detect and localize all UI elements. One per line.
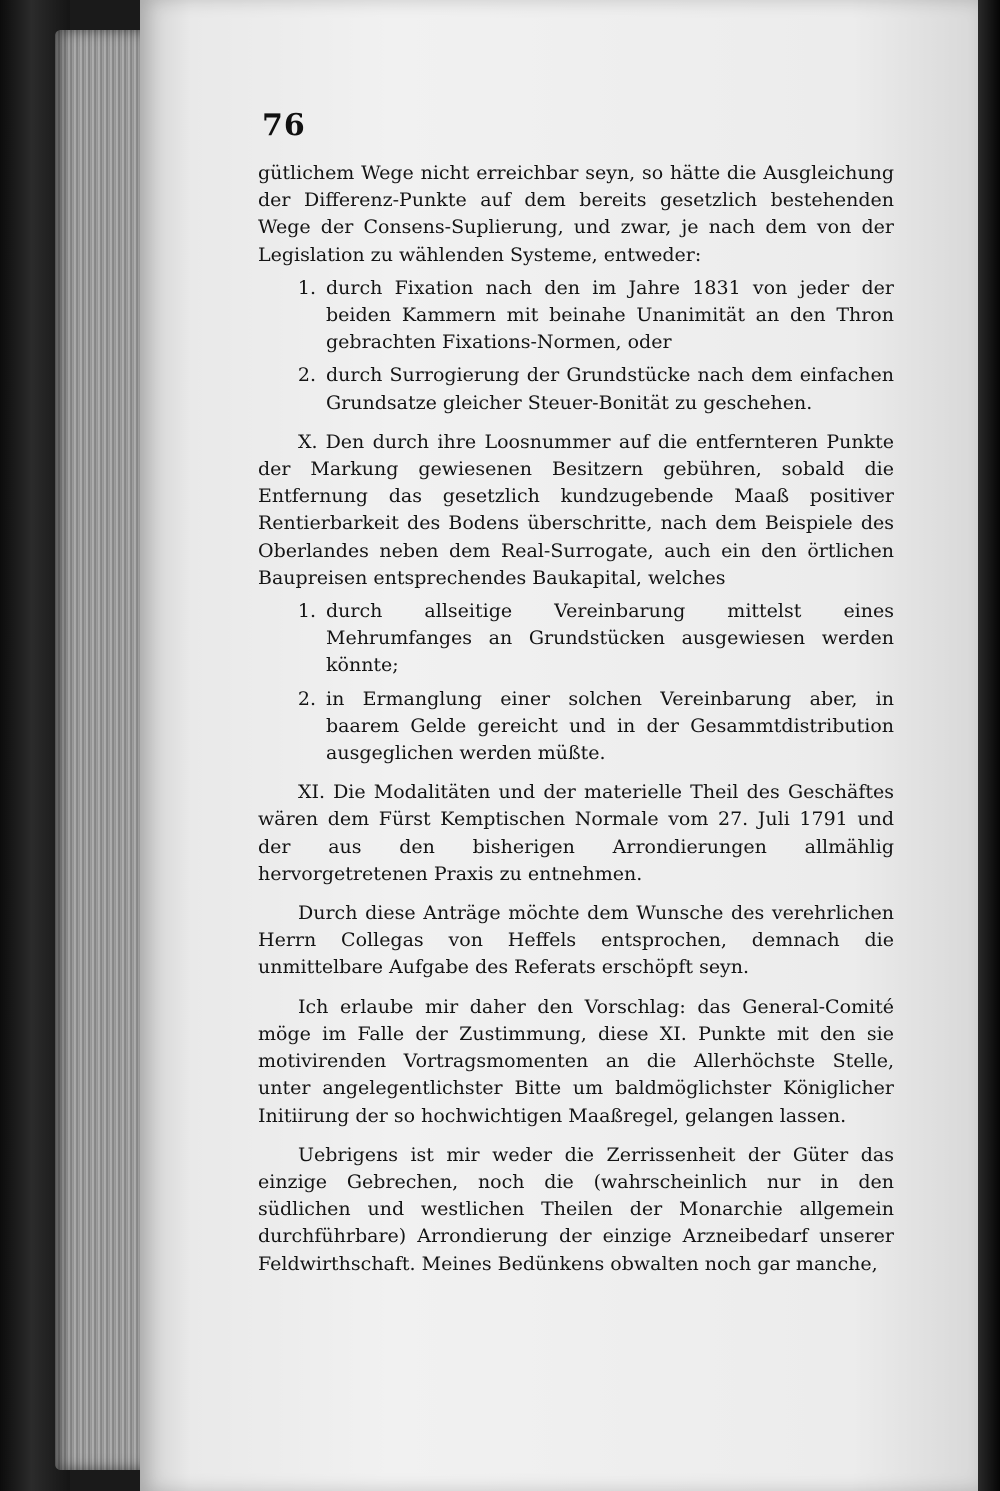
body-paragraph: Uebrigens ist mir weder die Zerrissenheit der Güter das einzige Gebrechen, noch die (wahrscheinlich nur in den südlichen und westlichen Theilen der Monarchie allgemein durchführbare) Arrondierung der einzige Arzneibedarf unserer Feldwirthschaft. Meines Bedünkens obwalten noch gar manche, [258,1143,894,1275]
list-number: 2. [297,687,316,710]
page-number: 76 [262,108,306,143]
list-number: 2. [297,364,316,387]
list-item [258,686,894,768]
list-text: durch Surrogierung der Grundstücke nach dem einfachen Grundsatze gleicher Steuer-Bonität zu geschehen. [326,364,894,414]
section-xi-text: Die Modalitäten und der materielle Theil des Geschäftes wären dem Fürst Kemptischen Normale vom 27. Juli 1791 und der aus den bisherigen Arrondierungen allmählig hervorgetretenen Praxis zu entnehmen. [258,781,894,885]
list-item [258,275,894,357]
list-item [258,598,894,680]
list-number: 1. [297,600,316,623]
body-paragraph: Ich erlaube mir daher den Vorschlag: das General-Comité möge im Falle der Zustimmung, diese XI. Punkte mit den sie motivirenden Vortragsmomenten an die Allerhöchste Stelle, unter angelegentlichster Bitte um baldmöglichster Königlicher Initiirung der so hochwichtigen Maaßregel, gelangen lassen. [258,995,894,1127]
section-xi-paragraph [258,779,894,888]
right-edge [978,0,1000,1491]
section-x-paragraph [258,429,894,592]
list-text: in Ermanglung einer solchen Vereinbarung aber, in baarem Gelde gereicht und in der Gesammtdistribution ausgeglichen werden müßte. [326,687,894,765]
list-text: durch allseitige Vereinbarung mittelst eines Mehrumfanges an Grundstücken ausgewiesen werden könnte; [326,600,894,677]
list-number: 1. [297,276,316,299]
intro-paragraph: gütlichem Wege nicht erreichbar seyn, so hätte die Ausgleichung der Differenz-Punkte auf dem bereits gesetzlich bestehenden Wege der Consens-Suplierung, und zwar, je nach dem von der Legislation zu wählenden Systeme, entweder: [258,162,894,266]
list-text: durch Fixation nach den im Jahre 1831 von jeder der beiden Kammern mit beinahe Unanimität an den Thron gebrachten Fixations-Normen, oder [326,276,894,354]
section-xi-label: XI. [298,781,326,804]
section-x-label: X. [298,430,318,453]
page-text [258,160,894,1278]
section-x-text: Den durch ihre Loosnummer auf die entfernteren Punkte der Markung gewiesenen Besitzern gebühren, sobald die Entfernung das gesetzlich kundzugebende Maaß positiver Rentierbarkeit des Bodens überschritte, nach dem Beispiele des Oberlandes neben dem Real-Surrogate, auch ein den örtlichen Baupreisen entsprechendes Baukapital, welches [258,430,894,589]
body-paragraph: Durch diese Anträge möchte dem Wunsche des verehrlichen Herrn Collegas von Heffels entsprochen, demnach die unmittelbare Aufgabe des Referats erschöpft seyn. [258,902,894,979]
list-item [258,362,894,416]
